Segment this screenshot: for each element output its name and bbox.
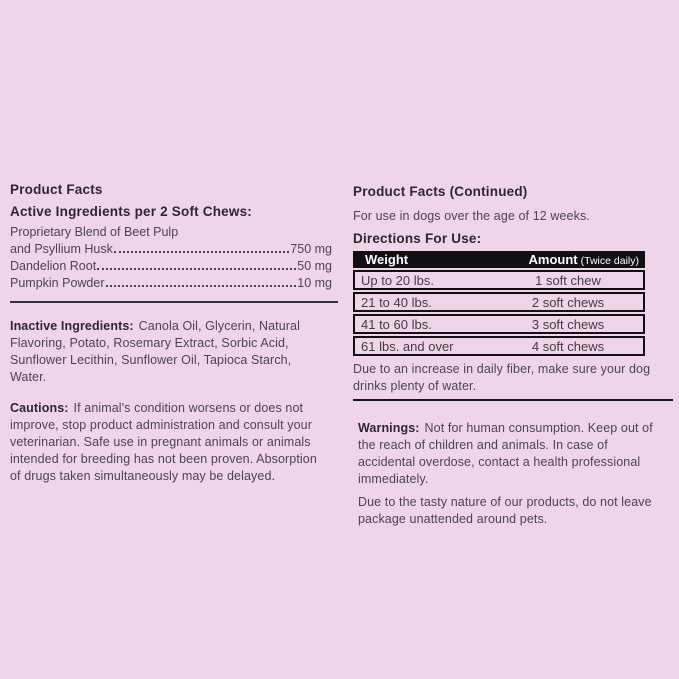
dosage-table-row bbox=[353, 314, 645, 334]
ingredient-row bbox=[10, 258, 332, 275]
inactive-ingredients-text bbox=[10, 318, 328, 386]
amount-cell: 1 soft chew bbox=[535, 272, 601, 288]
dosage-table-row bbox=[353, 292, 645, 312]
inactive-ingredients-body: Canola Oil, Glycerin, Natural Flavoring, Potato, Rosemary Extract, Sorbic Acid, Sunflower Lecithin, Sunflower Oil, Tapioca Starch, Water. bbox=[10, 319, 300, 384]
dotted-leader bbox=[114, 251, 289, 253]
amount-cell: 3 soft chews bbox=[531, 316, 605, 332]
dosage-table-row bbox=[353, 270, 645, 290]
ingredient-amount: 50 mg bbox=[297, 259, 332, 273]
ingredient-row bbox=[10, 224, 332, 241]
cautions-body: If animal's condition worsens or does not improve, stop product administration and consult your veterinarian. Safe use in pregnant animals or animals intended for breeding has not been proven. Absorption of drugs taken simultaneously may be delayed. bbox=[10, 401, 317, 483]
amount-cell: 4 soft chews bbox=[531, 338, 605, 354]
product-facts-continued-panel bbox=[353, 183, 673, 528]
product-facts-title: Product Facts bbox=[10, 182, 103, 197]
weight-column-header: Weight bbox=[365, 252, 409, 267]
cautions-label: Cautions: bbox=[10, 401, 69, 415]
active-ingredients-list bbox=[10, 224, 332, 292]
warnings-label: Warnings: bbox=[358, 421, 420, 435]
directions-heading: Directions For Use: bbox=[353, 231, 482, 246]
dosage-table bbox=[353, 251, 645, 356]
ingredient-amount: 750 mg bbox=[290, 242, 332, 256]
amount-header-label: Amount bbox=[528, 252, 578, 267]
ingredient-amount: 10 mg bbox=[297, 276, 332, 290]
pets-note: Due to the tasty nature of our products, do not leave package unattended around pets. bbox=[358, 495, 652, 526]
weight-cell: Up to 20 lbs. bbox=[361, 272, 434, 288]
section-divider bbox=[10, 301, 338, 303]
warnings-text bbox=[353, 420, 667, 488]
usage-note: For use in dogs over the age of 12 weeks. bbox=[353, 209, 590, 223]
product-facts-continued-title: Product Facts (Continued) bbox=[353, 184, 528, 199]
warnings-divider bbox=[353, 399, 673, 401]
amount-column-header bbox=[529, 252, 645, 267]
ingredient-name: Pumpkin Powder bbox=[10, 276, 105, 290]
ingredient-row bbox=[10, 275, 332, 292]
ingredient-name: Proprietary Blend of Beet Pulp bbox=[10, 225, 179, 239]
weight-cell: 21 to 40 lbs. bbox=[361, 294, 432, 310]
amount-cell: 2 soft chews bbox=[531, 294, 605, 310]
warnings-body: Not for human consumption. Keep out of the reach of children and animals. In case of accidental overdose, contact a health professional immediately. bbox=[358, 421, 653, 486]
active-ingredients-heading: Active Ingredients per 2 Soft Chews: bbox=[10, 204, 252, 219]
cautions-text bbox=[10, 400, 328, 485]
amount-frequency-note: (Twice daily) bbox=[580, 255, 639, 267]
weight-cell: 41 to 60 lbs. bbox=[361, 316, 432, 332]
dotted-leader bbox=[97, 268, 296, 270]
weight-cell: 61 lbs. and over bbox=[361, 338, 454, 354]
ingredient-name: and Psyllium Husk bbox=[10, 242, 113, 256]
inactive-ingredients-label: Inactive Ingredients: bbox=[10, 319, 134, 333]
ingredient-name: Dandelion Root bbox=[10, 259, 97, 273]
product-facts-panel bbox=[10, 181, 338, 485]
ingredient-row bbox=[10, 241, 332, 258]
fiber-note: Due to an increase in daily fiber, make sure your dog drinks plenty of water. bbox=[353, 362, 651, 393]
dosage-table-row bbox=[353, 336, 645, 356]
dosage-table-header bbox=[353, 251, 645, 268]
dotted-leader bbox=[106, 285, 297, 287]
